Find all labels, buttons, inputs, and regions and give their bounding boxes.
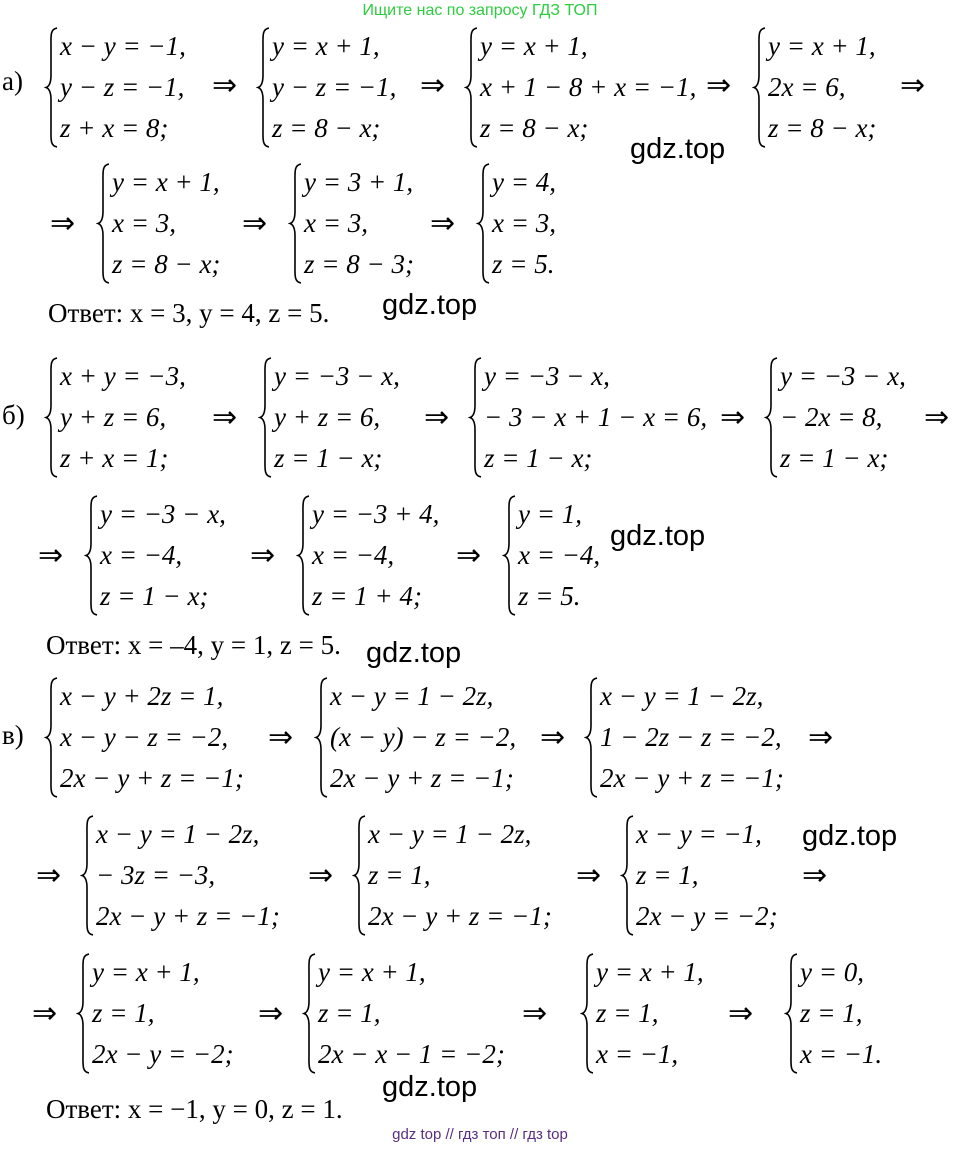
- implies-arrow: ⇒: [728, 997, 754, 1030]
- watermark: gdz.top: [382, 1071, 478, 1103]
- implies-arrow: ⇒: [576, 859, 602, 892]
- implies-arrow: ⇒: [36, 859, 62, 892]
- equation: y = x + 1,: [768, 31, 876, 61]
- brace-icon: [476, 162, 491, 285]
- implies-arrow: ⇒: [50, 207, 76, 240]
- part-a-system-6: [288, 162, 414, 285]
- equation: 2x − y + z = −1;: [368, 901, 552, 931]
- part-c-system-6: [620, 814, 778, 937]
- header-banner: Ищите нас по запросу ГДЗ ТОП: [362, 2, 598, 19]
- equation: y = 0,: [800, 957, 864, 987]
- equation: y − z = −1,: [272, 72, 397, 102]
- equation: x = −1,: [596, 1039, 679, 1069]
- equation: y = x + 1,: [272, 31, 380, 61]
- implies-arrow: ⇒: [900, 69, 926, 102]
- brace-icon: [44, 26, 59, 149]
- equation: (x − y) − z = −2,: [330, 722, 517, 752]
- brace-icon: [44, 676, 59, 799]
- implies-arrow: ⇒: [242, 207, 268, 240]
- equation: 2x − y + z = −1;: [600, 763, 784, 793]
- part-c-system-5: [352, 814, 552, 937]
- equation: z = 5.: [492, 249, 555, 279]
- implies-arrow: ⇒: [522, 997, 548, 1030]
- equation: 2x − y + z = −1;: [96, 901, 280, 931]
- equation: z = 1 + 4;: [312, 581, 422, 611]
- equation: z = 1,: [596, 998, 659, 1028]
- implies-arrow: ⇒: [420, 69, 446, 102]
- equation: 2x = 6,: [768, 72, 846, 102]
- brace-icon: [584, 676, 599, 799]
- implies-arrow: ⇒: [258, 997, 284, 1030]
- equation: y = x + 1,: [596, 957, 704, 987]
- implies-arrow: ⇒: [802, 859, 828, 892]
- equation: y = x + 1,: [92, 957, 200, 987]
- equation: z + x = 1;: [60, 443, 169, 473]
- equation: y = −3 − x,: [780, 361, 906, 391]
- part-a-answer: Ответ: x = 3, y = 4, z = 5.: [48, 298, 330, 328]
- part-a-system-4: [752, 26, 876, 149]
- part-c-system-10: [784, 952, 882, 1075]
- implies-arrow: ⇒: [808, 721, 834, 754]
- watermark: gdz.top: [630, 133, 726, 165]
- part-b-system-6: [296, 494, 439, 617]
- equation: x − y = −1,: [636, 819, 762, 849]
- part-b-system-5: [84, 494, 226, 617]
- brace-icon: [80, 814, 95, 937]
- brace-icon: [76, 952, 91, 1075]
- brace-icon: [288, 162, 303, 285]
- brace-icon: [764, 356, 779, 479]
- part-b-label: б): [2, 400, 25, 430]
- brace-icon: [464, 26, 479, 149]
- part-c-system-8: [302, 952, 505, 1075]
- equation: z + x = 8;: [60, 113, 169, 143]
- equation: y = −3 − x,: [484, 361, 610, 391]
- equation: z = 1 − x;: [100, 581, 209, 611]
- equation: x − y = 1 − 2z,: [600, 681, 764, 711]
- implies-arrow: ⇒: [250, 539, 276, 572]
- equation: y + z = 6,: [274, 402, 381, 432]
- equation: y = −3 − x,: [274, 361, 400, 391]
- equation: x − y = 1 − 2z,: [330, 681, 494, 711]
- brace-icon: [296, 494, 311, 617]
- equation: y = 1,: [518, 499, 582, 529]
- implies-arrow: ⇒: [212, 401, 238, 434]
- equation: z = 8 − x;: [480, 113, 589, 143]
- part-a-system-7: [476, 162, 556, 285]
- brace-icon: [96, 162, 111, 285]
- equation: x − y = −1,: [60, 31, 186, 61]
- implies-arrow: ⇒: [268, 721, 294, 754]
- implies-arrow: ⇒: [540, 721, 566, 754]
- implies-arrow: ⇒: [430, 207, 456, 240]
- implies-arrow: ⇒: [32, 997, 58, 1030]
- brace-icon: [580, 952, 595, 1075]
- equation: z = 1,: [318, 998, 381, 1028]
- equation: x = 3,: [112, 208, 176, 238]
- part-b-answer: Ответ: x = –4, y = 1, z = 5.: [46, 630, 341, 660]
- equation: x − y − z = −2,: [60, 722, 229, 752]
- equation: z = 1 − x;: [484, 443, 593, 473]
- brace-icon: [352, 814, 367, 937]
- part-b-system-1: [44, 356, 186, 479]
- equation: x = −4,: [518, 540, 601, 570]
- part-b-system-3: [468, 356, 707, 479]
- brace-icon: [784, 952, 799, 1075]
- part-c-system-7: [76, 952, 234, 1075]
- equation: z = 8 − x;: [272, 113, 381, 143]
- equation: x − y + 2z = 1,: [60, 681, 224, 711]
- implies-arrow: ⇒: [38, 539, 64, 572]
- watermark: gdz.top: [610, 520, 706, 552]
- equation: 1 − 2z − z = −2,: [600, 722, 782, 752]
- brace-icon: [620, 814, 635, 937]
- equation: y = 3 + 1,: [304, 167, 414, 197]
- equation: x = 3,: [492, 208, 556, 238]
- equation: y + z = 6,: [60, 402, 167, 432]
- equation: 2x − y = −2;: [92, 1039, 234, 1069]
- part-b-system-7: [502, 494, 600, 617]
- equation: x − y = 1 − 2z,: [368, 819, 532, 849]
- equation: z = 8 − x;: [112, 249, 221, 279]
- brace-icon: [468, 356, 483, 479]
- equation: y = x + 1,: [318, 957, 426, 987]
- implies-arrow: ⇒: [424, 401, 450, 434]
- equation: x = −1.: [800, 1039, 883, 1069]
- equation: x = 3,: [304, 208, 368, 238]
- part-b-system-4: [764, 356, 906, 479]
- equation: x = −4,: [312, 540, 395, 570]
- equation: 2x − y + z = −1;: [330, 763, 514, 793]
- equation: 2x − x − 1 = −2;: [318, 1039, 505, 1069]
- brace-icon: [314, 676, 329, 799]
- equation: z = 5.: [518, 581, 581, 611]
- footer-banner: gdz top // гдз топ // гдз top: [392, 1126, 568, 1143]
- equation: z = 1,: [636, 860, 699, 890]
- equation: y = x + 1,: [112, 167, 220, 197]
- brace-icon: [302, 952, 317, 1075]
- equation: 2x − y = −2;: [636, 901, 778, 931]
- equation: z = 1 − x;: [274, 443, 383, 473]
- watermark: gdz.top: [382, 289, 478, 321]
- part-a-system-1: [44, 26, 186, 149]
- implies-arrow: ⇒: [456, 539, 482, 572]
- part-c-system-3: [584, 676, 784, 799]
- watermark: gdz.top: [366, 637, 462, 669]
- equation: z = 1,: [800, 998, 863, 1028]
- brace-icon: [502, 494, 517, 617]
- brace-icon: [258, 356, 273, 479]
- implies-arrow: ⇒: [706, 69, 732, 102]
- part-a-label: а): [2, 66, 23, 96]
- part-a-system-5: [96, 162, 220, 285]
- equation: − 3z = −3,: [96, 860, 216, 890]
- part-c-system-4: [80, 814, 280, 937]
- part-c-answer: Ответ: x = −1, y = 0, z = 1.: [46, 1094, 343, 1124]
- implies-arrow: ⇒: [720, 401, 746, 434]
- equation: y = −3 + 4,: [312, 499, 440, 529]
- watermark: gdz.top: [802, 820, 898, 852]
- implies-arrow: ⇒: [212, 69, 238, 102]
- equation: x + 1 − 8 + x = −1,: [480, 72, 697, 102]
- part-c-system-2: [314, 676, 516, 799]
- equation: z = 8 − 3;: [304, 249, 414, 279]
- equation: y = x + 1,: [480, 31, 588, 61]
- implies-arrow: ⇒: [924, 401, 950, 434]
- equation: − 2x = 8,: [780, 402, 883, 432]
- brace-icon: [256, 26, 271, 149]
- part-c-system-9: [580, 952, 704, 1075]
- brace-icon: [84, 494, 99, 617]
- brace-icon: [44, 356, 59, 479]
- part-c-system-1: [44, 676, 244, 799]
- equation: y = −3 − x,: [100, 499, 226, 529]
- equation: y − z = −1,: [60, 72, 185, 102]
- equation: x − y = 1 − 2z,: [96, 819, 260, 849]
- equation: z = 1,: [92, 998, 155, 1028]
- equation: z = 1,: [368, 860, 431, 890]
- equation: x + y = −3,: [60, 361, 186, 391]
- part-b-system-2: [258, 356, 400, 479]
- equation: x = −4,: [100, 540, 183, 570]
- part-c-label: в): [2, 720, 24, 750]
- equation: z = 8 − x;: [768, 113, 877, 143]
- implies-arrow: ⇒: [308, 859, 334, 892]
- equation: z = 1 − x;: [780, 443, 889, 473]
- brace-icon: [752, 26, 767, 149]
- equation: y = 4,: [492, 167, 556, 197]
- equation: 2x − y + z = −1;: [60, 763, 244, 793]
- part-a-system-3: [464, 26, 696, 149]
- part-a-system-2: [256, 26, 396, 149]
- equation: − 3 − x + 1 − x = 6,: [484, 402, 708, 432]
